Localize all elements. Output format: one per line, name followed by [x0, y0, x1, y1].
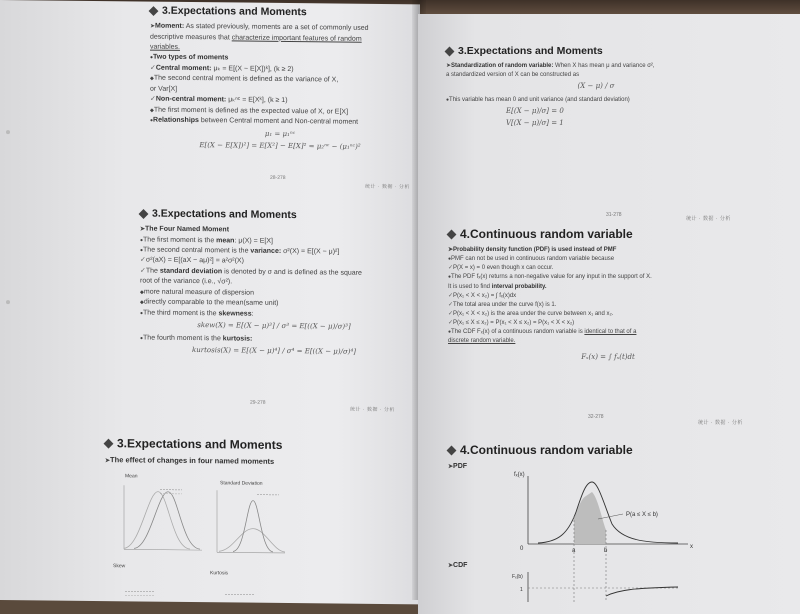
cdf-one-label: 1: [520, 587, 523, 593]
moment-text-2: descriptive measures that: [150, 33, 232, 41]
moment-underlined: characterize important features of random: [232, 34, 362, 42]
moment-label: Moment:: [155, 23, 184, 30]
variance-property: ✓ σ²(aX) = E[(aX − aμ)²] = a²σ²(X): [140, 256, 408, 268]
sd-post-2: root of the variance (i.e., √σ²).: [140, 277, 408, 289]
first-moment-pre: The first moment is the: [143, 236, 216, 244]
pdf-note: ● The PDF fₓ(x) returns a non-negative value for any input in the support of X.: [448, 273, 768, 281]
cdf-label: ➤ CDF: [448, 561, 467, 570]
diamond-bullet-icon: [445, 46, 455, 56]
slide-four-named-moments: [140, 206, 408, 360]
four-moments-heading: ➤ The Four Named Moment: [140, 225, 408, 237]
page-number: 32-278: [588, 414, 604, 421]
two-types-heading: ● Two types of moments: [150, 53, 410, 65]
first-moment-bold: mean: [216, 237, 234, 244]
pdf-heading: ➤ Probability density function (PDF) is used instead of PMF: [448, 246, 768, 254]
area-between-note: ✓ P(x₁ < X < x₂) is the area under the curve between x₁ and x₂.: [448, 310, 768, 318]
sd-post: is denoted by σ and is defined as the square: [222, 268, 362, 276]
second-moment-pre: The second central moment is the: [143, 247, 250, 255]
right-page: [418, 14, 800, 614]
kurtosis-plot: [215, 586, 295, 604]
slide-title: [140, 206, 408, 223]
noncentral-note: ◆ The first moment is defined as the expected value of X, or E[X]: [150, 105, 410, 117]
slide-moment-effects: [105, 435, 405, 604]
panel-label-skew: Skew: [113, 563, 125, 570]
binder-hole: [6, 130, 10, 134]
skew-plot: [115, 581, 195, 604]
mean-shift-plot: [120, 483, 205, 556]
relationship-formula-1: μ₁ = μ₁ⁿᶜ: [150, 128, 410, 140]
relationships-label: Relationships: [153, 117, 199, 124]
slide-title: [446, 44, 746, 58]
slide-title: [448, 442, 788, 458]
pdf-label: ➤ PDF: [448, 462, 788, 471]
slide-moments: [150, 4, 410, 156]
slide-footer: 统计 · 数据 · 分析: [698, 420, 743, 427]
binder-hole: [6, 300, 10, 304]
page-number: 29-278: [250, 400, 266, 407]
area-label: P(a ≤ X ≤ b): [626, 512, 658, 518]
noncentral-label: Non-central moment:: [156, 96, 226, 104]
panel-label-mean: Mean: [125, 473, 138, 480]
first-moment-post: : μ(X) = E[X]: [234, 237, 272, 244]
central-formula: μₖ = E[(X − E[X])ᵏ], (k ≥ 2): [212, 65, 294, 73]
standardization-formula: (X − μ) / σ: [446, 82, 746, 91]
page-number: 31-278: [606, 212, 622, 219]
b-label: b: [604, 548, 608, 554]
slide-title-text: 3.Expectations and Moments: [152, 207, 297, 223]
diamond-bullet-icon: [447, 229, 457, 239]
cdf-y-label: Fₓ(b): [512, 574, 523, 580]
pdf-cdf-diagram: [508, 464, 708, 602]
third-moment-pre: The third moment is the: [143, 309, 218, 317]
slide-title-text: 3.Expectations and Moments: [458, 44, 603, 58]
cdf-underlined: identical to that of a: [584, 329, 636, 335]
noncentral-formula: μₖⁿᶜ = E[Xᵏ], (k ≥ 1): [226, 97, 287, 105]
fourth-moment: [140, 333, 408, 345]
panel-label-std: Standard Deviation: [220, 480, 263, 487]
slide-title-text: 3.Expectations and Moments: [162, 4, 307, 20]
diamond-bullet-icon: [139, 209, 149, 219]
diamond-bullet-icon: [104, 438, 114, 448]
slide-title-text: 3.Expectations and Moments: [117, 435, 282, 453]
std-change-plot: [213, 488, 288, 559]
standardization-text: When X has mean μ and variance σ²,: [553, 63, 654, 69]
moment-text: As stated previously, moments are a set of commonly used: [184, 23, 368, 32]
cdf-underlined-2: discrete random variable.: [448, 337, 768, 345]
skew-formula: skew(X) = E[(X − μ)³] / σ³ = E[((X − μ)/σ)³]: [140, 321, 408, 333]
x-axis-label: x: [690, 544, 693, 550]
fourth-moment-pre: The fourth moment is the: [143, 334, 223, 342]
cdf-formula: Fₓ(x) = ∫ fₓ(t)dt: [448, 353, 768, 362]
sd-bold: standard deviation: [160, 268, 222, 276]
second-moment-bold: variance:: [250, 248, 281, 255]
zero-mean-unit-variance: ● This variable has mean 0 and unit variance (and standard deviation): [446, 96, 746, 104]
total-area-note: ✓ The total area under the curve f(x) is 1.: [448, 301, 768, 309]
central-label: Central moment:: [156, 65, 212, 73]
diamond-bullet-icon: [149, 6, 159, 16]
slide-footer: 统计 · 数据 · 分析: [365, 184, 410, 191]
slide-title-text: 4.Continuous random variable: [460, 442, 633, 458]
pdf-note-bold: interval probability.: [492, 284, 547, 290]
mean-formula: E[(X − μ)/σ] = 0: [506, 107, 746, 116]
sd-pre: The: [146, 267, 160, 274]
central-note-2: or Var[X]: [150, 84, 410, 96]
cdf-pre: The CDF Fₓ(x) of a continuous random variable is: [451, 329, 584, 335]
kurtosis-formula: kurtosis(X) = E[(X − μ)⁴] / σ⁴ = E[((X − μ)/σ)⁴]: [140, 345, 408, 357]
relationships-text: between Central moment and Non-central moment: [199, 117, 358, 126]
cdf-note: [448, 328, 768, 336]
effects-heading: ➤ The effect of changes in four named moments: [105, 455, 405, 468]
origin-label: 0: [520, 546, 524, 552]
slide-pdf-cdf: [448, 442, 788, 602]
relationships: [150, 116, 410, 128]
sd-note-1: ◆ more natural measure of dispersion: [140, 287, 408, 299]
panel-label-kurtosis: Kurtosis: [210, 570, 228, 577]
slide-continuous-rv: [448, 226, 768, 366]
probability-formula: ✓ P(x₁ < X < x₂) = ∫ fₓ(x)dx: [448, 292, 768, 300]
sd-note-2: ◆ directly comparable to the mean(same unit): [140, 298, 408, 310]
slide-title: [448, 226, 768, 242]
central-note: ◆ The second central moment is defined as the variance of X,: [150, 74, 410, 86]
slide-title: [150, 4, 410, 21]
variance-formula: V[(X − μ)/σ] = 1: [506, 119, 746, 128]
fourth-moment-bold: kurtosis:: [223, 335, 253, 342]
standardization-text-2: a standardized version of X can be constructed as: [446, 71, 746, 79]
slide-standardization: [446, 44, 746, 132]
relationship-formula-2: E[(X − E[X])²] = E[X²] − E[X]² = μ₂ⁿᶜ − (μ₁ⁿᶜ)²: [150, 141, 410, 153]
pdf-note-cont: [448, 283, 768, 291]
slide-footer: 统计 · 数据 · 分析: [350, 407, 395, 414]
second-moment-post: σ²(X) = E[(X − μ)²]: [281, 248, 339, 256]
third-moment: [140, 308, 408, 320]
diamond-bullet-icon: [447, 445, 457, 455]
standardization-label: Standardization of random variable:: [451, 63, 553, 69]
slide-footer: 统计 · 数据 · 分析: [686, 216, 731, 223]
pmf-note: ● PMF can not be used in continuous random variable because: [448, 255, 768, 263]
pmf-sub: ✓ P(X = x) = 0 even though x can occur.: [448, 264, 768, 272]
pdf-note-2: It is used to find: [448, 284, 492, 290]
y-axis-label: fₓ(x): [514, 472, 525, 478]
a-label: a: [572, 548, 576, 554]
moment-underlined-2: variables.: [150, 43, 410, 55]
equality-formula: ✓ P(x₁ ≤ X ≤ x₂) = P(x₁ < X ≤ x₂) = P(x₁ < X < x₂): [448, 319, 768, 327]
page-number: 28-278: [270, 175, 286, 182]
slide-title: [105, 435, 405, 454]
standardization-definition: [446, 62, 746, 70]
slide-title-text: 4.Continuous random variable: [460, 226, 633, 242]
third-moment-post: :: [252, 310, 254, 317]
third-moment-bold: skewness: [219, 310, 252, 317]
